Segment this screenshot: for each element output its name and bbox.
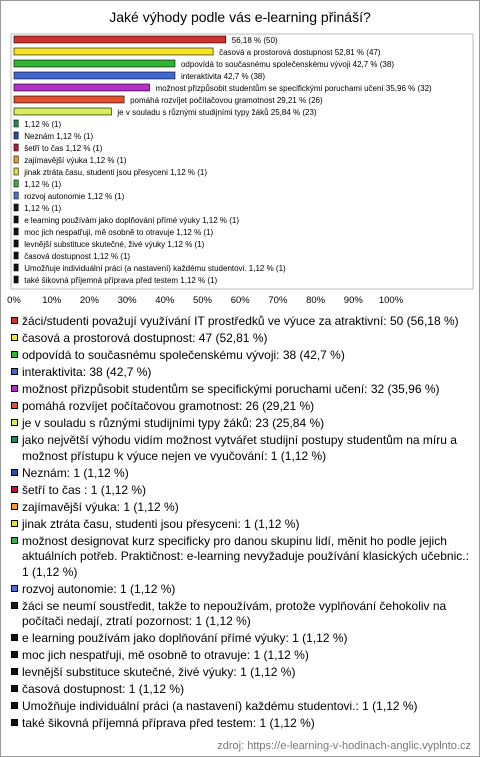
bar	[14, 276, 18, 283]
bar-label: časová a prostorová dostupnost 52,81 % (47)	[219, 47, 381, 57]
bar	[14, 120, 18, 127]
legend-item	[11, 534, 473, 581]
legend-text: e learning používám jako doplňování přímé výuky: 1 (1,12 %)	[22, 631, 348, 645]
legend-item	[11, 382, 473, 398]
legend-swatch	[11, 651, 18, 658]
bar-label: zajímavější výuka 1,12 % (1)	[24, 155, 127, 165]
legend-item	[11, 631, 473, 647]
legend-text: odpovídá to současnému společenskému vývoji: 38 (42,7 %)	[22, 348, 345, 362]
bar-label: časová dostupnost 1,12 % (1)	[24, 251, 131, 261]
legend-item	[11, 665, 473, 681]
bar-label: Umožňuje individuální práci (a nastavení) každému studentovi. 1,12 % (1)	[24, 263, 286, 273]
legend-swatch	[11, 385, 18, 392]
legend-item	[11, 648, 473, 664]
bar-label: 1,12 % (1)	[24, 179, 62, 189]
bar-label: je v souladu s různými studijními typy žáků 25,84 % (23)	[117, 107, 317, 117]
legend-swatch	[11, 503, 18, 510]
bar	[14, 192, 18, 199]
legend-swatch	[11, 368, 18, 375]
bar-label: 1,12 % (1)	[24, 119, 62, 129]
legend-item	[11, 314, 473, 330]
bar	[14, 132, 18, 139]
source-credit: zdroj: https://e-learning-v-hodinach-anglic.vyplnto.cz	[217, 740, 471, 752]
legend-swatch	[11, 634, 18, 641]
bar	[14, 60, 175, 67]
legend-text: časová dostupnost: 1 (1,12 %)	[22, 682, 185, 696]
legend-item	[11, 348, 473, 364]
legend-item	[11, 582, 473, 598]
bar	[14, 72, 175, 79]
bar-label: možnost přizpůsobit studentům se specifickými poruchami učení 35,96 % (32)	[155, 83, 432, 93]
bar-label: pomáhá rozvíjet počítačovou gramotnost 29,21 % (26)	[130, 95, 323, 105]
legend-swatch	[11, 469, 18, 476]
legend-text: možnost designovat kurz specificky pro danou skupinu lidí, měnit ho podle jejich aktuálních potřeb. Praktičnost: e-learning nevyžaduje používání klasických učebnic.: 1 (1,12 %)	[22, 533, 469, 579]
legend-swatch	[11, 719, 18, 726]
legend-text: moc jich nespatřuji, mě osobně to otravuje: 1 (1,12 %)	[22, 648, 309, 662]
legend-swatch	[11, 486, 18, 493]
x-axis-ticks	[7, 295, 404, 306]
legend-text: časová a prostorová dostupnost: 47 (52,81 %)	[22, 331, 268, 345]
bar	[14, 96, 124, 103]
legend-item	[11, 500, 473, 516]
chart-title: Jaké výhody podle vás e-learning přináší?	[109, 9, 371, 25]
legend-item	[11, 599, 473, 630]
bar	[14, 84, 150, 91]
bar-label: Neznám 1,12 % (1)	[24, 131, 94, 141]
legend-text: rozvoj autonomie: 1 (1,12 %)	[22, 581, 176, 596]
bar	[14, 180, 18, 187]
legend-swatch	[11, 419, 18, 426]
bar	[14, 156, 18, 163]
x-tick-label: 90%	[343, 295, 363, 306]
bar	[14, 252, 18, 259]
legend-text: možnost přizpůsobit studentům se specifickými poruchami učení: 32 (35,96 %)	[22, 382, 440, 396]
legend-swatch	[11, 702, 18, 709]
bar-label: rozvoj autonomie 1,12 % (1)	[24, 191, 125, 201]
legend-text: pomáhá rozvíjet počítačovou gramotnost: 26 (29,21 %)	[22, 399, 315, 413]
legend-item	[11, 466, 473, 482]
legend-swatch	[11, 685, 18, 692]
bar	[14, 240, 18, 247]
x-tick-label: 20%	[79, 295, 99, 306]
legend-item	[11, 483, 473, 499]
legend-item	[11, 365, 473, 381]
legend-swatch	[11, 402, 18, 409]
bar	[14, 144, 18, 151]
bar-label: šetří to čas 1,12 % (1)	[24, 143, 103, 153]
legend-item	[11, 699, 473, 715]
bar-label: moc jich nespatřuji, mě osobně to otravuje 1,12 % (1)	[24, 227, 214, 237]
bar-chart	[1, 1, 479, 313]
legend-text: také šikovná příjemná příprava před testem: 1 (1,12 %)	[22, 716, 315, 730]
legend-item	[11, 433, 473, 464]
bar	[14, 204, 18, 211]
legend-item	[11, 517, 473, 533]
bar-label: interaktivita 42,7 % (38)	[180, 71, 266, 81]
bar-label: jinak ztráta času, studenti jsou přesyceni 1,12 % (1)	[24, 167, 207, 177]
x-tick-label: 30%	[117, 295, 137, 306]
bar-label: levnější substituce skutečné, živé výuky 1,12 % (1)	[24, 239, 205, 249]
bar-label: odpovídá to současnému společenskému vývoji 42,7 % (38)	[180, 59, 394, 69]
bar	[14, 108, 111, 115]
x-tick-label: 70%	[268, 295, 288, 306]
legend-text: jinak ztráta času, studenti jsou přesyceni: 1 (1,12 %)	[22, 516, 300, 531]
legend-item	[11, 716, 473, 732]
bar-label: e learning používám jako doplňování přímé výuky 1,12 % (1)	[24, 215, 240, 225]
x-tick-label: 80%	[306, 295, 326, 306]
legend-swatch	[11, 317, 18, 324]
legend-item	[11, 682, 473, 698]
legend-item	[11, 399, 473, 415]
bar-label: 1,12 % (1)	[24, 203, 62, 213]
legend-text: jako největší výhodu vidím možnost vytvářet studijní postupy studentům na míru a možnost přístupu k výuce nejen ve vyučování: 1 (1,12 %)	[22, 433, 457, 463]
legend-text: zajímavější výuka: 1 (1,12 %)	[22, 499, 179, 514]
legend-swatch	[11, 602, 18, 609]
legend-item	[11, 331, 473, 347]
bar-label: 56,18 % (50)	[231, 35, 278, 45]
legend-swatch	[11, 351, 18, 358]
legend-item	[11, 416, 473, 432]
x-tick-label: 0%	[7, 295, 21, 306]
bar-label: také šikovná příjemná příprava před testem 1,12 % (1)	[24, 275, 218, 285]
legend-text: levnější substituce skutečné, živé výuky: 1 (1,12 %)	[22, 665, 296, 679]
bar	[14, 216, 18, 223]
legend-text: žáci/studenti považují využívání IT prostředků ve výuce za atraktivní: 50 (56,18 %)	[22, 314, 459, 328]
x-tick-label: 50%	[192, 295, 213, 306]
legend-text: interaktivita: 38 (42,7 %)	[22, 365, 152, 379]
legend-swatch	[11, 668, 18, 675]
legend-text: žáci se neumí soustředit, takže to nepoužívám, protože vyplňování čehokoliv na počítači nedají, ztratí pozornost: 1 (1,12 %)	[22, 598, 447, 628]
bar	[14, 36, 226, 43]
legend-text: je v souladu s různými studijními typy žáků: 23 (25,84 %)	[22, 416, 325, 430]
x-tick-label: 60%	[230, 295, 250, 306]
legend-swatch	[11, 585, 18, 592]
bar	[14, 168, 18, 175]
legend-text: Umožňuje individuální práci (a nastavení) každému studentovi.: 1 (1,12 %)	[22, 699, 418, 713]
legend	[11, 314, 473, 733]
legend-text: Neznám: 1 (1,12 %)	[22, 465, 129, 480]
x-tick-label: 10%	[42, 295, 62, 306]
bar	[14, 264, 18, 271]
legend-swatch	[11, 334, 18, 341]
legend-swatch	[11, 520, 18, 527]
legend-text: šetří to čas : 1 (1,12 %)	[22, 482, 147, 497]
x-tick-label: 100%	[378, 295, 404, 306]
x-tick-label: 40%	[155, 295, 175, 306]
bar	[14, 48, 213, 55]
legend-swatch	[11, 537, 18, 544]
bar	[14, 228, 18, 235]
legend-swatch	[11, 436, 18, 443]
